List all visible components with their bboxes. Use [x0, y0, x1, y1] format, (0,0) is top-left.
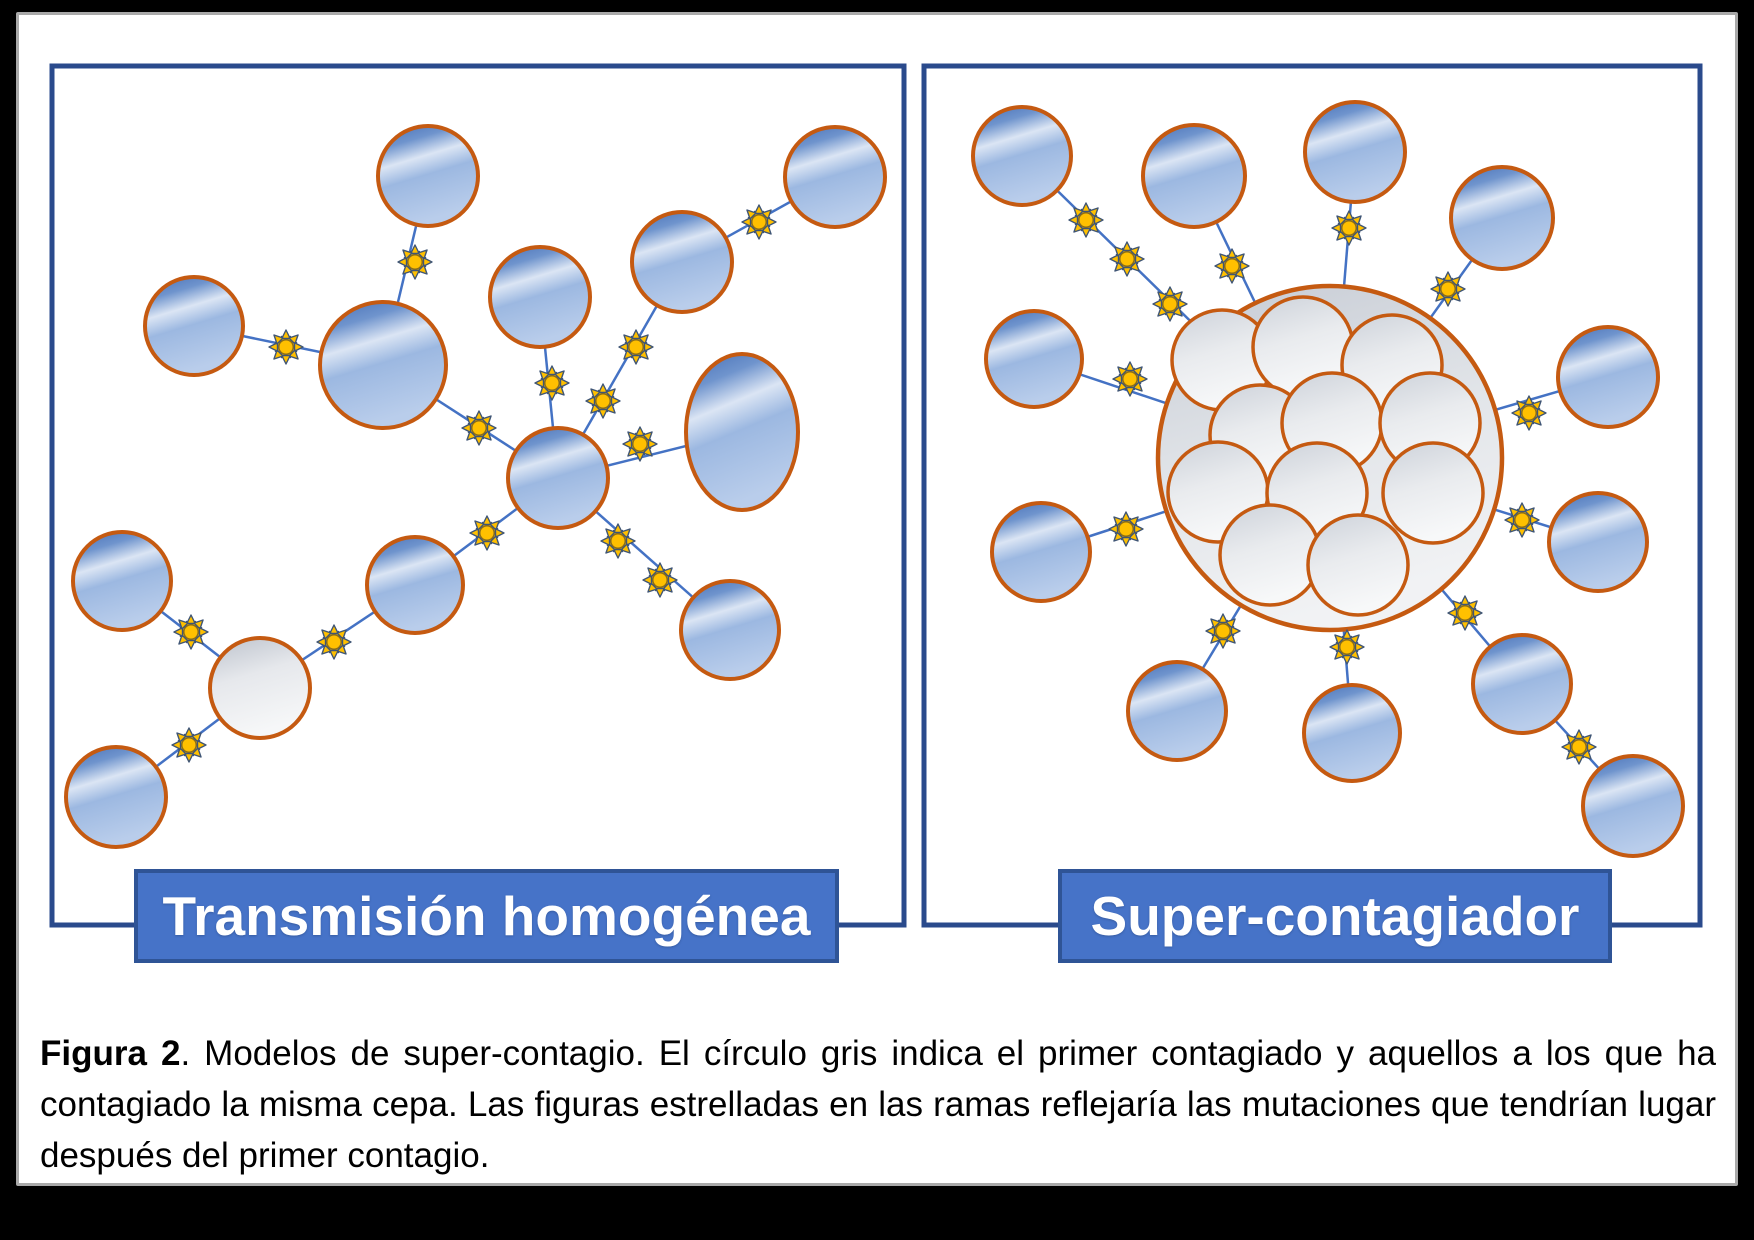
infected-person-circle: [320, 302, 446, 428]
infected-person-circle: [145, 277, 243, 375]
mutation-star-icon: [1206, 614, 1240, 648]
mutation-star-icon: [643, 563, 677, 597]
mutation-star-icon: [1431, 272, 1465, 306]
infected-person-circle: [1451, 167, 1553, 269]
mutation-star-icon: [535, 366, 569, 400]
mutation-star-icon: [1332, 211, 1366, 245]
figure-caption: [40, 1028, 1716, 1181]
mutation-star-icon: [1215, 249, 1249, 283]
mutation-star-icon: [1110, 242, 1144, 276]
infected-person-circle: [1583, 756, 1683, 856]
mutation-star-icon: [317, 625, 351, 659]
mutation-star-icon: [1109, 512, 1143, 546]
mutation-star-icon: [1113, 362, 1147, 396]
mutation-star-icon: [1448, 596, 1482, 630]
infected-person-circle: [973, 107, 1071, 205]
infected-person-circle: [66, 747, 166, 847]
infected-person-circle: [992, 503, 1090, 601]
infected-person-circle: [686, 354, 798, 510]
mutation-star-icon: [1505, 503, 1539, 537]
mutation-star-icon: [470, 516, 504, 550]
mutation-star-icon: [1562, 730, 1596, 764]
figure-caption-text: . Modelos de super-contagio. El círculo gris indica el primer contagiado y aquellos a los que ha contagiado la misma cepa. Las figuras estrelladas en las ramas reflejaría las mutaciones que tendrían lugar después del primer contagio.: [40, 1034, 1716, 1175]
figure-caption-number: Figura 2: [40, 1034, 181, 1073]
mutation-star-icon: [1512, 396, 1546, 430]
mutation-star-icon: [1330, 630, 1364, 664]
infected-person-circle: [785, 127, 885, 227]
infected-person-circle: [73, 532, 171, 630]
infected-person-circle: [508, 428, 608, 528]
mutation-star-icon: [174, 615, 208, 649]
mutation-star-icon: [1069, 203, 1103, 237]
cluster-infected-circle: [1383, 443, 1483, 543]
mutation-star-icon: [269, 330, 303, 364]
infected-person-circle: [681, 581, 779, 679]
infected-person-circle: [378, 126, 478, 226]
mutation-star-icon: [172, 728, 206, 762]
infected-person-circle: [1128, 662, 1226, 760]
infected-person-circle: [1549, 493, 1647, 591]
infected-person-circle: [1305, 102, 1405, 202]
panel-label-superspreader: Super-contagiador: [1058, 869, 1612, 963]
index-case-circle: [210, 638, 310, 738]
mutation-star-icon: [601, 524, 635, 558]
infected-person-circle: [1143, 125, 1245, 227]
infected-person-circle: [986, 311, 1082, 407]
mutation-star-icon: [623, 427, 657, 461]
infected-person-circle: [1558, 327, 1658, 427]
infected-person-circle: [1473, 635, 1571, 733]
infected-person-circle: [490, 247, 590, 347]
mutation-star-icon: [462, 411, 496, 445]
cluster-infected-circle: [1220, 505, 1320, 605]
mutation-star-icon: [1153, 287, 1187, 321]
mutation-star-icon: [619, 330, 653, 364]
panel-label-homogeneous: Transmisión homogénea: [134, 869, 839, 963]
cluster-infected-circle: [1308, 515, 1408, 615]
mutation-star-icon: [398, 245, 432, 279]
infected-person-circle: [632, 212, 732, 312]
infected-person-circle: [367, 537, 463, 633]
mutation-star-icon: [586, 384, 620, 418]
mutation-star-icon: [742, 205, 776, 239]
infected-person-circle: [1304, 685, 1400, 781]
